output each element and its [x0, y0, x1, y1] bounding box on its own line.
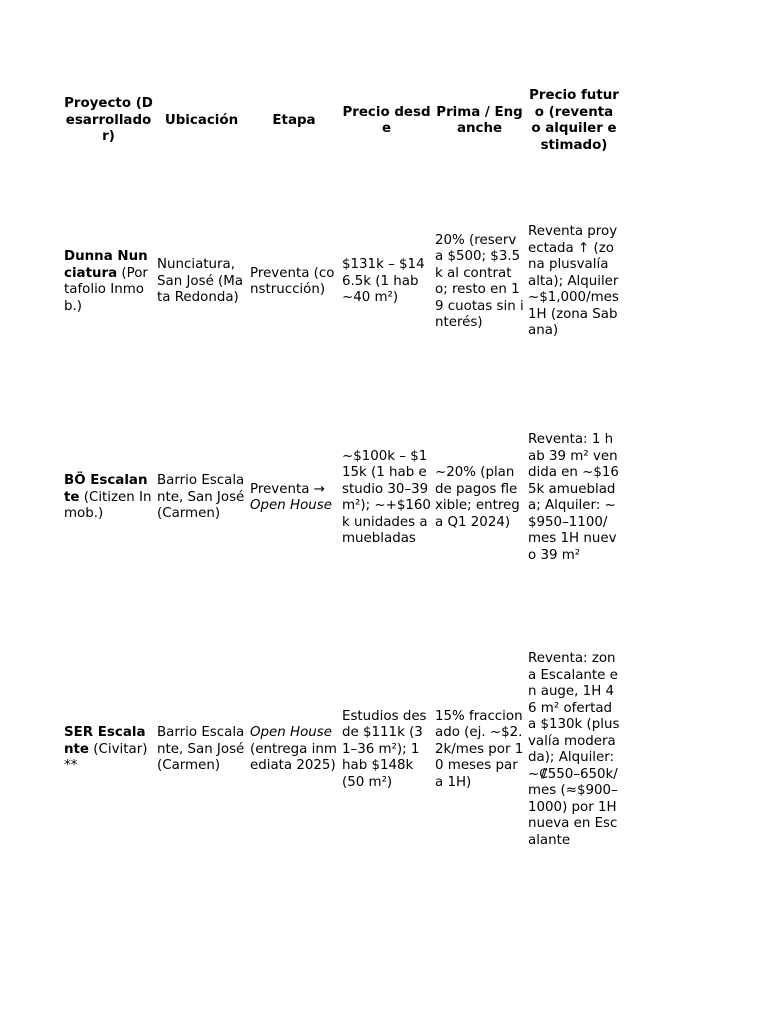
table-row [62, 598, 622, 902]
header-future-price: Precio futuro (reventa o alquiler estimado) [529, 88, 619, 153]
project-cell [62, 598, 155, 902]
stage-suffix-text: (entrega inmediata 2025) [250, 741, 337, 774]
stage-italic-text: Open House [250, 725, 332, 741]
table-header-row [62, 76, 622, 166]
stage-text: Preventa (construcción) [250, 265, 335, 297]
header-location: Ubicación [164, 112, 239, 128]
developer-name: (Portafolio Inmob.) [64, 265, 148, 314]
project-cell [62, 166, 155, 398]
down-payment-cell: 20% (reserva $500; $3.5k al contrato; resto en 19 cuotas sin interés) [435, 232, 524, 330]
future-price-cell: Reventa: zona Escalante en auge, 1H 46 m² ofertada $130k (plusvalía moderada); Alquiler: ~₡550–650k/mes (≈$900–1000) por 1H nueva en Escalante [528, 651, 620, 848]
price-from-cell: $131k – $146.5k (1 hab ~40 m²) [342, 257, 425, 306]
project-name: BÖ Escalante [64, 473, 148, 505]
projects-table [62, 76, 622, 902]
stage-cell [248, 166, 340, 398]
stage-italic-text: Open House [250, 498, 332, 513]
location-cell: Barrio Escalante, San José (Carmen) [157, 725, 245, 774]
header-project: Proyecto (Desarrollador) [64, 96, 153, 145]
stage-text: Preventa → [250, 481, 325, 497]
project-name: SER Escalante [64, 725, 146, 757]
project-cell [62, 398, 155, 598]
location-cell: Nunciatura, San José (Mata Redonda) [157, 257, 244, 306]
down-payment-cell: 15% fraccionado (ej. ~$2.2k/mes por 10 meses para 1H) [435, 708, 524, 790]
location-cell: Barrio Escalante, San José (Carmen) [157, 473, 245, 522]
header-down-payment: Prima / Enganche [436, 104, 523, 136]
table-row [62, 166, 622, 398]
developer-name: (Civitar)** [64, 741, 148, 774]
stage-cell [248, 598, 340, 902]
price-from-cell: ~$100k – $115k (1 hab estudio 30–39 m²); ~+$160k unidades amuebladas [342, 448, 431, 546]
developer-name: (Citizen Inmob.) [64, 489, 152, 522]
table-row [62, 398, 622, 598]
stage-cell [248, 398, 340, 598]
down-payment-cell: ~20% (plan de pagos flexible; entrega Q1 2024) [435, 465, 520, 530]
project-name: Dunna Nunciatura [64, 249, 148, 281]
header-price-from: Precio desde [342, 104, 431, 136]
header-stage: Etapa [272, 112, 316, 128]
price-from-cell: Estudios desde $111k (31–36 m²); 1 hab $148k (50 m²) [342, 708, 427, 790]
future-price-cell: Reventa proyectada ↑ (zona plusvalía alta); Alquiler ~$1,000/mes 1H (zona Sabana) [528, 224, 619, 339]
future-price-cell: Reventa: 1 hab 39 m² vendida en ~$165k amueblada; Alquiler: ~$950–1100/mes 1H nuevo 39 m² [528, 432, 619, 563]
